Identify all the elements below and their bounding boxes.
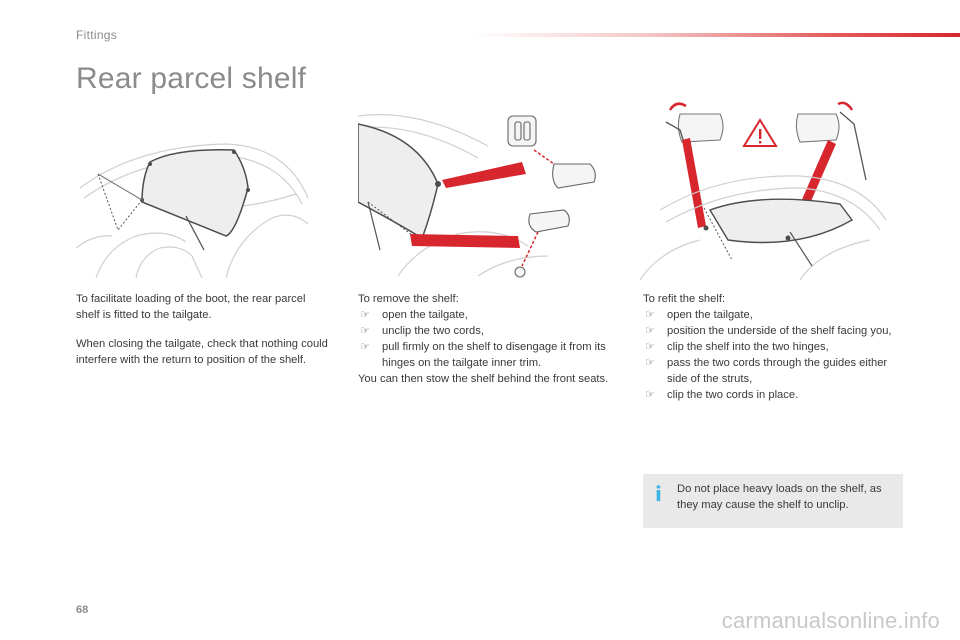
header-accent-bar	[470, 33, 960, 37]
remove-step: ☞ unclip the two cords,	[358, 323, 618, 339]
info-icon: i	[655, 482, 662, 506]
refit-step: ☞ pass the two cords through the guides either side of the struts,	[643, 355, 905, 387]
watermark: carmanualsonline.info	[721, 608, 940, 633]
illustration-refit-shelf	[640, 100, 890, 280]
refit-instructions	[643, 291, 905, 403]
remove-step: ☞ pull firmly on the shelf to disengage it from its hinges on the tailgate inner trim.	[358, 339, 618, 371]
info-note-text: Do not place heavy loads on the shelf, as they may cause the shelf to unclip.	[677, 483, 882, 511]
page-title: Rear parcel shelf	[76, 62, 307, 95]
intro-text-column	[76, 291, 332, 368]
intro-paragraph: To facilitate loading of the boot, the rear parcel shelf is fitted to the tailgate.	[76, 293, 306, 321]
section-header: Fittings	[76, 28, 118, 42]
closing-warning-paragraph: When closing the tailgate, check that nothing could interfere with the return to position of the shelf.	[76, 338, 328, 366]
remove-intro: To remove the shelf:	[358, 293, 459, 305]
refit-step: ☞ clip the shelf into the two hinges,	[643, 339, 905, 355]
refit-step: ☞ open the tailgate,	[643, 307, 905, 323]
refit-steps-list	[643, 307, 905, 403]
refit-step: ☞ clip the two cords in place.	[643, 387, 905, 403]
info-note-box	[643, 474, 903, 528]
illustration-remove-shelf	[358, 106, 608, 278]
page-number: 68	[76, 604, 89, 616]
refit-intro: To refit the shelf:	[643, 293, 726, 305]
remove-step: ☞ open the tailgate,	[358, 307, 618, 323]
illustration-shelf-on-tailgate	[76, 138, 310, 280]
remove-steps-list	[358, 307, 618, 371]
refit-step: ☞ position the underside of the shelf facing you,	[643, 323, 905, 339]
remove-instructions	[358, 291, 618, 387]
remove-outro: You can then stow the shelf behind the front seats.	[358, 373, 609, 385]
